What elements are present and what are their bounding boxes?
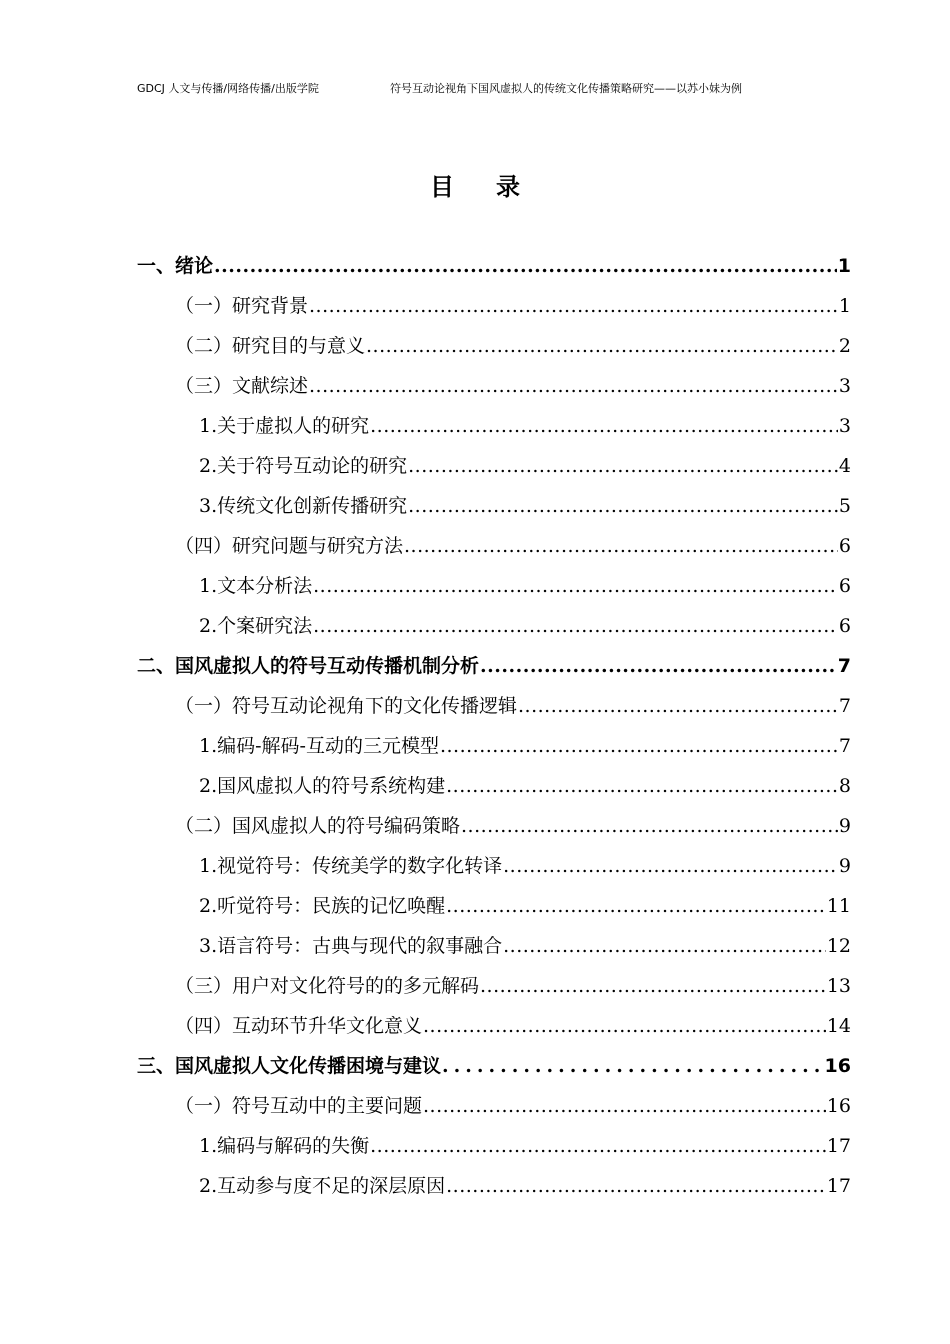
toc-entry[interactable]	[137, 486, 851, 526]
toc-entry[interactable]	[137, 846, 851, 886]
toc-entry-label: 1.关于虚拟人的研究	[199, 415, 370, 437]
toc-leader-dots	[446, 886, 826, 926]
toc-entry-page: 11	[826, 895, 851, 917]
toc-entry[interactable]	[137, 366, 851, 406]
toc-entry-page: 9	[838, 855, 851, 877]
toc-entry-label: 1.编码与解码的失衡	[199, 1135, 370, 1157]
toc-entry-label: 1.视觉符号：传统美学的数字化转译	[199, 855, 503, 877]
toc-entry-page: 2	[838, 335, 851, 357]
toc-entry-label: （一）研究背景	[175, 295, 309, 317]
toc-entry-page: 6	[838, 575, 851, 597]
toc-entry-label: 2.互动参与度不足的深层原因	[199, 1175, 446, 1197]
toc-entry[interactable]	[137, 1126, 851, 1166]
toc-entry-page: 3	[838, 375, 851, 397]
toc-entry-page: 14	[826, 1015, 851, 1037]
toc-leader-dots	[503, 926, 826, 966]
toc-leader-dots	[313, 606, 838, 646]
toc-leader-dots	[446, 766, 838, 806]
toc-leader-dots	[214, 246, 837, 286]
page-title: 目录	[430, 173, 562, 201]
header-thesis-title: 符号互动论视角下国风虚拟人的传统文化传播策略研究——以苏小妹为例	[390, 82, 742, 95]
toc-entry-page: 16	[824, 1055, 851, 1077]
toc-entry-label: 3.语言符号：古典与现代的叙事融合	[199, 935, 503, 957]
toc-entry-page: 13	[826, 975, 851, 997]
toc-leader-dots	[408, 486, 838, 526]
toc-entry[interactable]	[137, 566, 851, 606]
toc-entry-label: 2.听觉符号：民族的记忆唤醒	[199, 895, 446, 917]
toc-entry[interactable]	[137, 646, 851, 686]
toc-entry-label: （三）用户对文化符号的的多元解码	[175, 975, 480, 997]
toc-leader-dots	[309, 286, 838, 326]
toc-entry-page: 8	[838, 775, 851, 797]
toc-entry-label: （二）国风虚拟人的符号编码策略	[175, 815, 461, 837]
toc-entry-page: 1	[837, 255, 851, 277]
toc-entry-label: 3.传统文化创新传播研究	[199, 495, 408, 517]
toc-leader-dots	[423, 1086, 826, 1126]
toc-entry[interactable]	[137, 1046, 851, 1086]
toc-entry-page: 1	[838, 295, 851, 317]
toc-entry-page: 12	[826, 935, 851, 957]
toc-entry-page: 7	[837, 655, 851, 677]
header-institution: GDCJ 人文与传播/网络传播/出版学院	[137, 82, 319, 95]
toc-entry-page: 6	[838, 535, 851, 557]
toc-leader-dots	[446, 1166, 826, 1206]
toc-entry[interactable]	[137, 686, 851, 726]
toc-entry-label: （四）研究问题与研究方法	[175, 535, 404, 557]
toc-entry-label: （一）符号互动论视角下的文化传播逻辑	[175, 695, 518, 717]
toc-entry-label: （四）互动环节升华文化意义	[175, 1015, 423, 1037]
toc-leader-dots	[404, 526, 838, 566]
toc-entry[interactable]	[137, 1006, 851, 1046]
toc-leader-dots	[370, 1126, 826, 1166]
toc-entry[interactable]	[137, 926, 851, 966]
toc-entry-label: （三）文献综述	[175, 375, 309, 397]
toc-entry-page: 9	[838, 815, 851, 837]
toc-leader-dots	[442, 1046, 824, 1086]
toc-entry-page: 17	[826, 1175, 851, 1197]
toc-leader-dots	[503, 846, 838, 886]
toc-entry[interactable]	[137, 326, 851, 366]
toc-entry-page: 7	[838, 695, 851, 717]
toc-leader-dots	[309, 366, 838, 406]
toc-entry-label: 2.关于符号互动论的研究	[199, 455, 408, 477]
toc-entry-label: （二）研究目的与意义	[175, 335, 366, 357]
table-of-contents	[137, 246, 851, 1206]
toc-entry[interactable]	[137, 246, 851, 286]
toc-leader-dots	[480, 966, 826, 1006]
toc-leader-dots	[480, 646, 837, 686]
toc-entry-page: 3	[838, 415, 851, 437]
toc-entry[interactable]	[137, 446, 851, 486]
toc-entry[interactable]	[137, 526, 851, 566]
toc-leader-dots	[366, 326, 838, 366]
toc-entry[interactable]	[137, 286, 851, 326]
toc-entry[interactable]	[137, 766, 851, 806]
toc-leader-dots	[440, 726, 838, 766]
toc-leader-dots	[370, 406, 838, 446]
toc-entry-label: 1.编码-解码-互动的三元模型	[199, 735, 439, 757]
toc-entry[interactable]	[137, 1166, 851, 1206]
toc-leader-dots	[518, 686, 838, 726]
toc-entry[interactable]	[137, 406, 851, 446]
toc-entry-label: 二、国风虚拟人的符号互动传播机制分析	[137, 655, 480, 677]
toc-entry[interactable]	[137, 726, 851, 766]
toc-entry[interactable]	[137, 966, 851, 1006]
toc-entry-page: 7	[838, 735, 851, 757]
toc-leader-dots	[423, 1006, 826, 1046]
toc-leader-dots	[408, 446, 838, 486]
toc-entry-label: 2.个案研究法	[199, 615, 313, 637]
toc-leader-dots	[313, 566, 838, 606]
toc-entry-label: 一、绪论	[137, 255, 214, 277]
toc-entry[interactable]	[137, 1086, 851, 1126]
toc-entry-page: 4	[838, 455, 851, 477]
toc-entry-page: 17	[826, 1135, 851, 1157]
toc-entry-label: （一）符号互动中的主要问题	[175, 1095, 423, 1117]
toc-entry-label: 2.国风虚拟人的符号系统构建	[199, 775, 446, 797]
toc-entry-page: 6	[838, 615, 851, 637]
toc-entry[interactable]	[137, 806, 851, 846]
toc-entry-label: 三、国风虚拟人文化传播困境与建议	[137, 1055, 442, 1077]
toc-entry-page: 16	[826, 1095, 851, 1117]
toc-entry-label: 1.文本分析法	[199, 575, 313, 597]
toc-entry-page: 5	[838, 495, 851, 517]
toc-entry[interactable]	[137, 606, 851, 646]
toc-leader-dots	[461, 806, 838, 846]
toc-entry[interactable]	[137, 886, 851, 926]
